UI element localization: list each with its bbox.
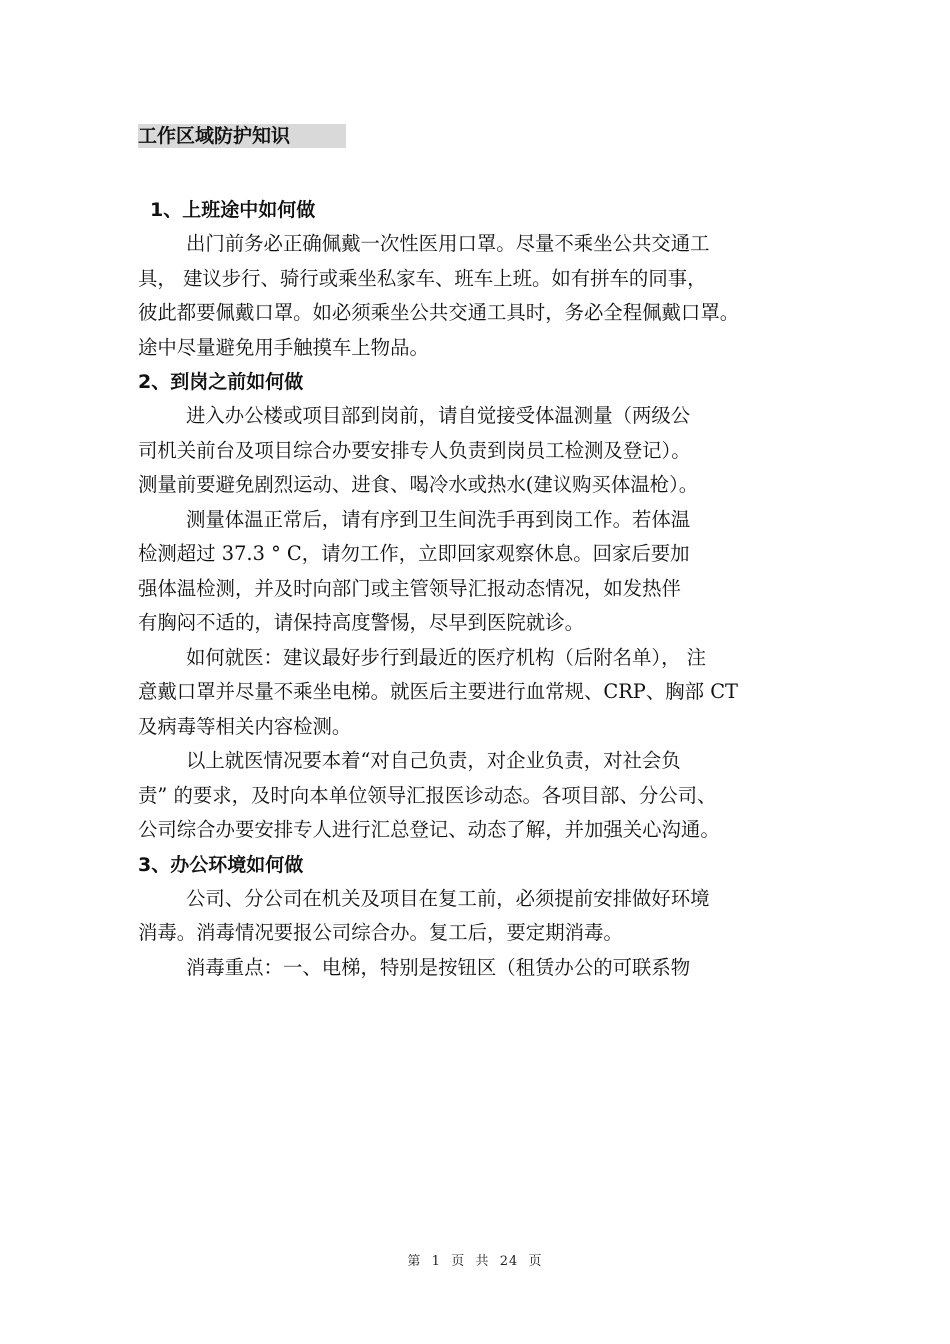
paragraph-line: 及病毒等相关内容检测。 <box>138 714 352 738</box>
paragraph-line: 责” 的要求，及时向本单位领导汇报医诊动态。各项目部、分公司、 <box>138 783 717 807</box>
paragraph-line: 如何就医：建议最好步行到最近的医疗机构（后附名单）， 注 <box>186 645 707 669</box>
paragraph-line: 意戴口罩并尽量不乘坐电梯。就医后主要进行血常规、CRP、胸部 CT <box>138 680 738 703</box>
paragraph-line: 途中尽量避免用手触摸车上物品。 <box>138 335 429 359</box>
paragraph-line: 司机关前台及项目综合办要安排专人负责到岗员工检测及登记）。 <box>138 438 691 462</box>
paragraph-line: 出门前务必正确佩戴一次性医用口罩。尽量不乘坐公共交通工 <box>186 232 710 255</box>
paragraph-line: 消毒。消毒情况要报公司综合办。复工后，要定期消毒。 <box>138 921 623 944</box>
paragraph-line: 强体温检测，并及时向部门或主管领导汇报动态情况，如发热伴 <box>138 576 681 600</box>
section-heading-before-arrival: 2、到岗之前如何做 <box>138 371 304 393</box>
paragraph-line: 有胸闷不适的，请保持高度警惕，尽早到医院就诊。 <box>138 611 584 634</box>
paragraph-line: 测量体温正常后，请有序到卫生间洗手再到岗工作。若体温 <box>186 507 691 531</box>
paragraph-line: 彼此都要佩戴口罩。如必须乘坐公共交通工具时，务必全程佩戴口罩。 <box>138 301 740 324</box>
page-footer: 第 1 页 共 24 页 <box>407 1254 543 1269</box>
paragraph-line: 具， 建议步行、骑行或乘坐私家车、班车上班。如有拼车的同事， <box>138 266 707 290</box>
paragraph-line: 公司、分公司在机关及项目在复工前，必须提前安排做好环境 <box>186 886 710 910</box>
section-heading-office-environment: 3、办公环境如何做 <box>138 853 304 876</box>
paragraph-line: 进入办公楼或项目部到岗前，请自觉接受体温测量（两级公 <box>186 404 691 427</box>
paragraph-line: 消毒重点：一、电梯，特别是按钮区（租赁办公的可联系物 <box>186 955 691 979</box>
paragraph-line: 以上就医情况要本着“对自己负责，对企业负责，对社会负 <box>186 749 681 772</box>
paragraph-line: 检测超过 37.3 ° C，请勿工作，立即回家观察休息。回家后要加 <box>138 542 690 565</box>
paragraph-line: 公司综合办要安排专人进行汇总登记、动态了解，并加强关心沟通。 <box>138 818 720 841</box>
section-heading-commute: 1、上班途中如何做 <box>150 199 316 221</box>
document-body <box>138 193 838 985</box>
document-title: 工作区域防护知识 <box>138 124 346 148</box>
paragraph-line: 测量前要避免剧烈运动、进食、喝冷水或热水(建议购买体温枪）。 <box>138 473 699 496</box>
